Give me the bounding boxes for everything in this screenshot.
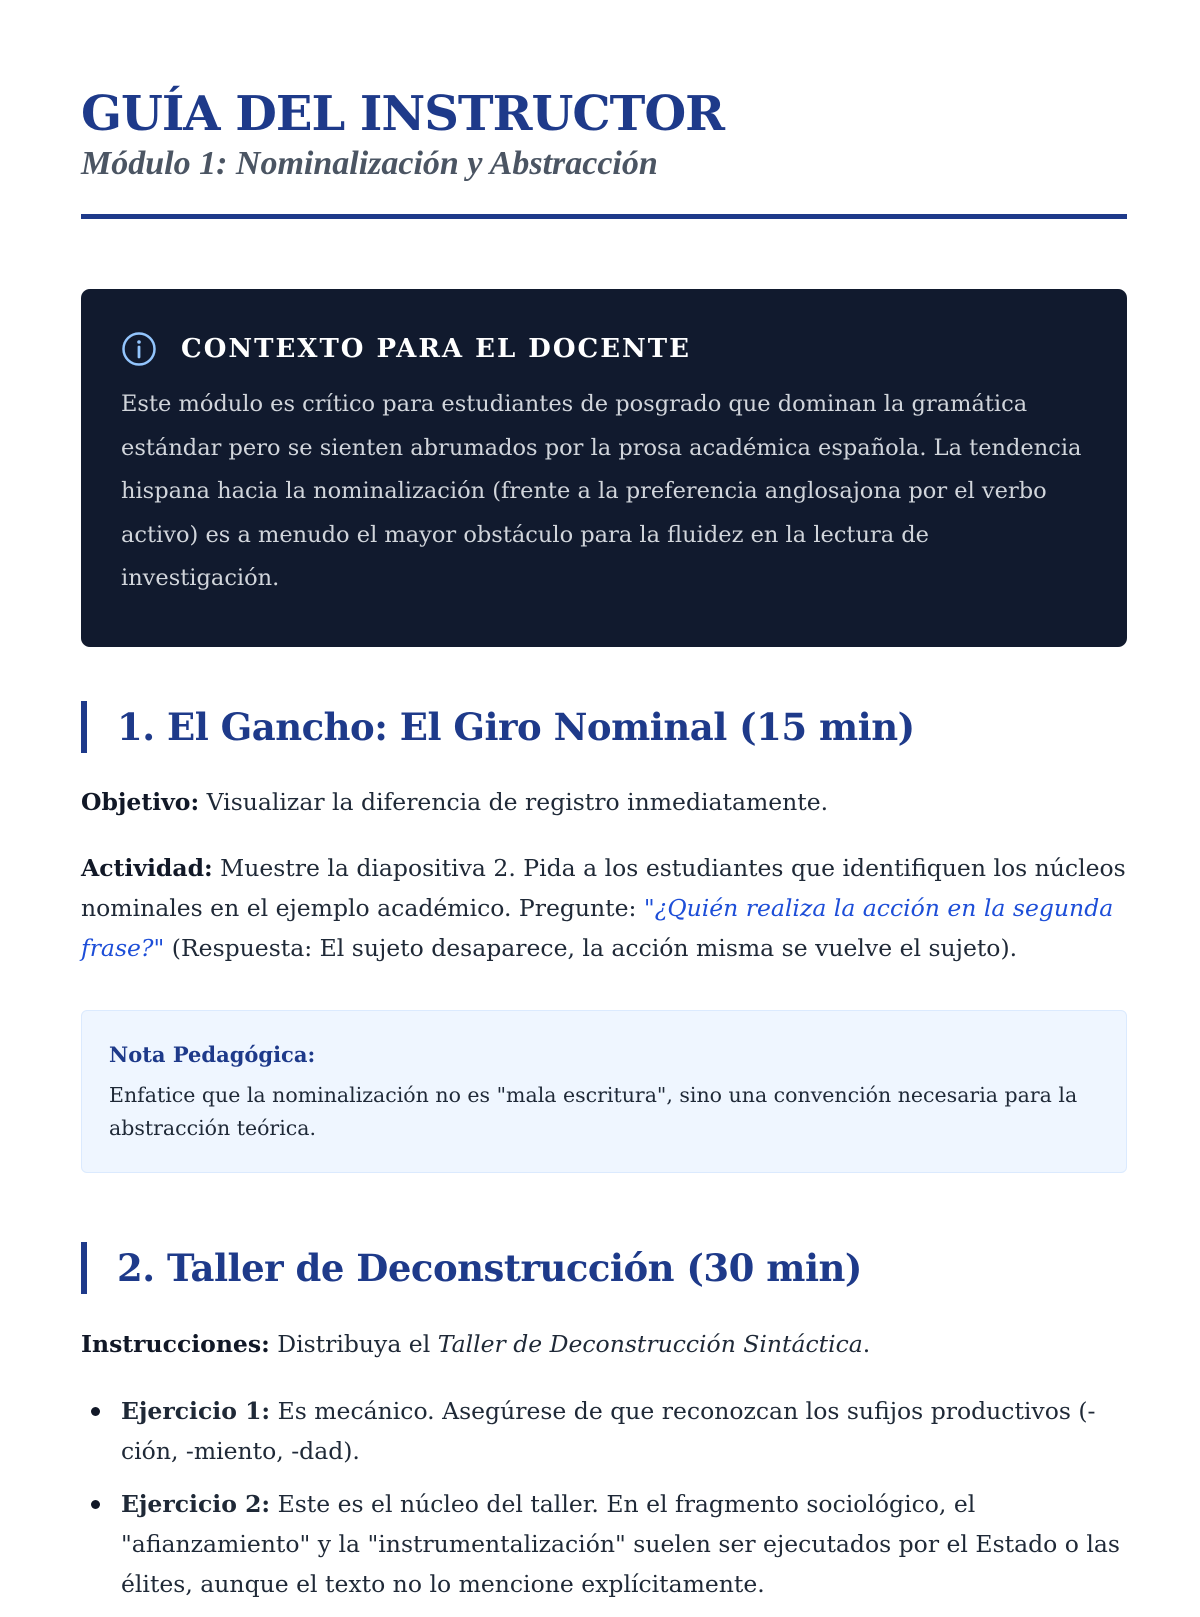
instructions-end: . [862, 1330, 871, 1358]
list-item [81, 1484, 1127, 1604]
activity-answer: (Respuesta: El sujeto desaparece, la acción misma se vuelve el sujeto). [164, 934, 1018, 962]
page-title: GUÍA DEL INSTRUCTOR [81, 86, 725, 142]
page-subtitle: Módulo 1: Nominalización y Abstracción [81, 145, 658, 182]
list-item [81, 1391, 1127, 1471]
activity-text: Muestre la diapositiva 2. Pida a los estudiantes que identifiquen los núcleos nominales en el ejemplo académico. Pregunte: [81, 854, 1126, 922]
note-title: Nota Pedagógica: [109, 1042, 316, 1067]
context-title: CONTEXTO PARA EL DOCENTE [181, 334, 691, 364]
instructions-label: Instrucciones: [81, 1330, 270, 1358]
bullet-icon [91, 1500, 100, 1509]
header-divider [81, 214, 1127, 219]
objective-paragraph [81, 782, 1127, 822]
pedagogical-note [81, 1010, 1127, 1173]
activity-question: "¿Quién realiza la acción en la segunda frase?" [81, 894, 1114, 962]
instructions-paragraph [81, 1324, 1127, 1364]
context-header [121, 331, 1087, 367]
exercise-list [81, 1391, 1127, 1617]
instructions-text: Distribuya el [269, 1330, 438, 1358]
section-heading-2: 2. Taller de Deconstrucción (30 min) [81, 1242, 862, 1294]
exercise-text: Este es el núcleo del taller. En el fragmento sociológico, el "afianzamiento" y la "instrumentalización" suelen ser ejecutados por el Estado o las élites, aunque el texto no lo mencione explícitamente. [121, 1490, 1120, 1598]
context-text: Este módulo es crítico para estudiantes de posgrado que dominan la gramática estándar pero se sienten abrumados por la prosa académica española. La tendencia hispana hacia la nominalización (frente a la preferencia anglosajona por el verbo activo) es a menudo el mayor obstáculo para la fluidez en la lectura de investigación. [121, 391, 1082, 591]
activity-paragraph [81, 848, 1127, 968]
exercise-label: Ejercicio 1: [121, 1397, 271, 1425]
exercise-label: Ejercicio 2: [121, 1490, 271, 1518]
objective-text: Visualizar la diferencia de registro inmediatamente. [199, 788, 829, 816]
bullet-icon [91, 1407, 100, 1416]
section-heading-1: 1. El Gancho: El Giro Nominal (15 min) [81, 701, 915, 753]
exercise-text: Es mecánico. Asegúrese de que reconozcan los sufijos productivos (-ción, -miento, -dad). [121, 1397, 1096, 1465]
info-icon [121, 331, 157, 367]
activity-label: Actividad: [81, 854, 213, 882]
teacher-context-box [81, 289, 1127, 647]
objective-label: Objetivo: [81, 788, 200, 816]
workshop-title: Taller de Deconstrucción Sintáctica [437, 1330, 863, 1358]
note-text: Enfatice que la nominalización no es "mala escritura", sino una convención necesaria para la abstracción teórica. [109, 1083, 1078, 1140]
